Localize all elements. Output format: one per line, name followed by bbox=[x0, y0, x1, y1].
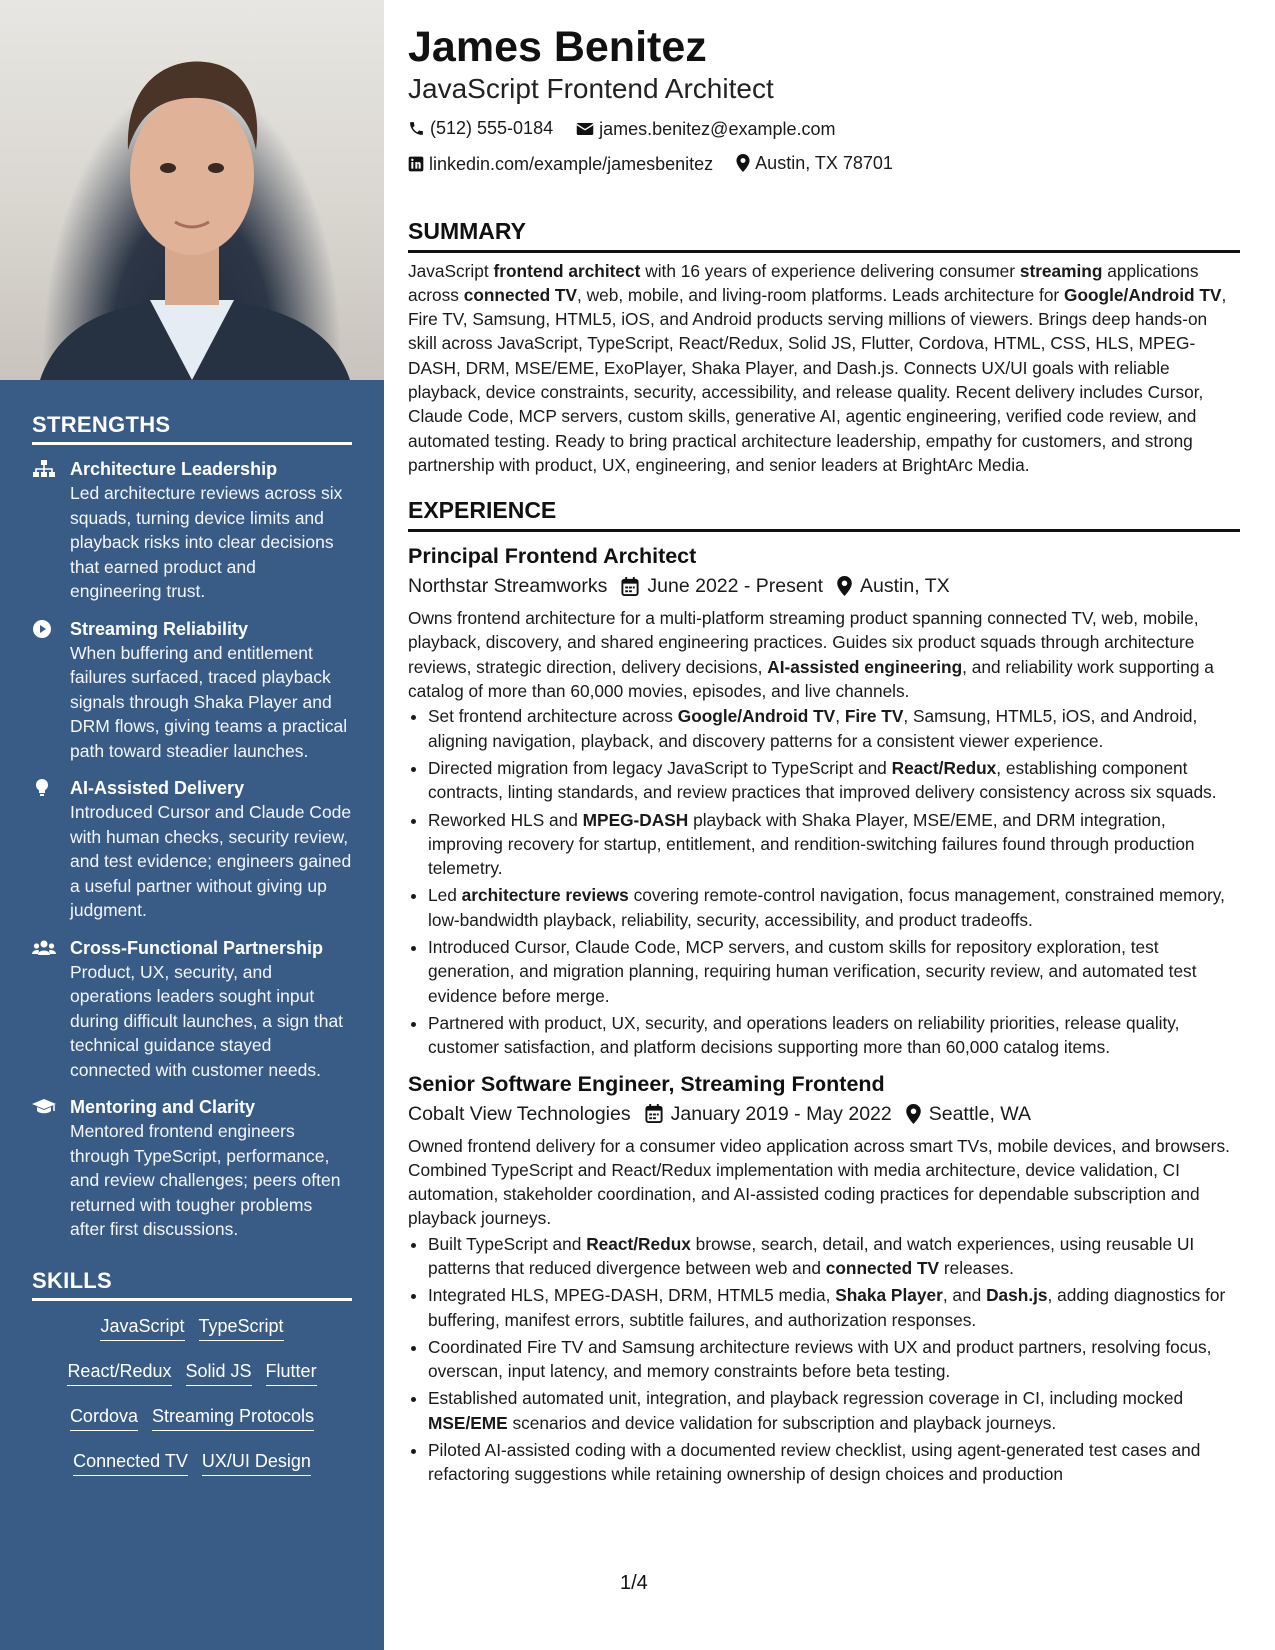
text-run: , web, mobile, and living-room platforms. Leads architecture for bbox=[577, 284, 1064, 305]
text-run: , and reliability work supporting a catalog of more than 60,000 movies, episodes, and live channels. bbox=[408, 656, 1214, 702]
strength-title: Mentoring and Clarity bbox=[70, 1097, 256, 1117]
text-run: JavaScript bbox=[408, 260, 494, 281]
job-meta bbox=[408, 1098, 1240, 1130]
job-dates: June 2022 - Present bbox=[647, 575, 824, 598]
list-item bbox=[428, 1232, 1240, 1281]
text-run: Led bbox=[428, 885, 462, 906]
text-run: Partnered with product, UX, security, and operations leaders on reliability priorities, release quality, customer satisfaction, and platform decisions supporting more than 60,000 catalog items. bbox=[428, 1012, 1180, 1058]
location-contact bbox=[736, 147, 893, 179]
job-location-group bbox=[906, 1098, 1031, 1130]
bold-text: MSE/EME bbox=[428, 1412, 508, 1433]
job-dates-group bbox=[621, 570, 823, 602]
list-item bbox=[428, 808, 1240, 881]
strength-item bbox=[32, 617, 352, 764]
strength-title: Streaming Reliability bbox=[70, 618, 249, 639]
job-location-group bbox=[837, 570, 950, 602]
job-title: Principal Frontend Architect bbox=[408, 544, 697, 569]
map-pin-icon bbox=[906, 1104, 921, 1124]
graduation-cap-icon bbox=[32, 1097, 56, 1117]
job-title: Senior Software Engineer, Streaming Frontend bbox=[408, 1071, 885, 1096]
job-intro bbox=[408, 1134, 1240, 1231]
strength-item bbox=[32, 936, 352, 1083]
strength-item bbox=[32, 457, 352, 604]
bold-text: architecture reviews bbox=[461, 885, 629, 906]
text-run: Directed migration from legacy JavaScript to TypeScript and bbox=[428, 757, 892, 778]
skill-tag: JavaScript bbox=[100, 1315, 184, 1341]
list-item bbox=[428, 756, 1240, 805]
strength-text: Product, UX, security, and operations leaders sought input during difficult launches, a sign that technical guidance stayed connected with customer needs. bbox=[70, 961, 344, 1080]
calendar-icon bbox=[645, 1104, 663, 1123]
bold-text: Google/Android TV bbox=[1064, 284, 1222, 305]
skill-tag: UX/UI Design bbox=[202, 1450, 311, 1476]
bold-text: MPEG-DASH bbox=[582, 809, 689, 830]
skill-tag: TypeScript bbox=[199, 1315, 284, 1341]
strength-item bbox=[32, 1095, 352, 1242]
bold-text: connected TV bbox=[825, 1258, 940, 1278]
phone-text: (512) 555-0184 bbox=[430, 118, 554, 138]
summary-text bbox=[408, 259, 1240, 478]
skill-tag: React/Redux bbox=[67, 1360, 171, 1386]
list-item bbox=[428, 1283, 1240, 1332]
calendar-icon bbox=[621, 577, 639, 596]
contact-line-1 bbox=[408, 112, 1240, 147]
bold-text: Fire TV bbox=[844, 706, 904, 727]
text-run: Owns frontend architecture for a multi-platform streaming product spanning connected TV, web, mobile, playback, discovery, and shared engineering practices. Guides six product squads through architecture reviews, strategic direction, delivery decisions, bbox=[408, 608, 1199, 677]
job-dates-group bbox=[645, 1098, 892, 1130]
job-bullets bbox=[408, 1232, 1240, 1487]
sidebar bbox=[0, 0, 384, 1650]
text-run: Integrated HLS, MPEG-DASH, DRM, HTML5 media, bbox=[428, 1285, 836, 1306]
text-run: , Samsung, HTML5, iOS, and Android, aligning navigation, playback, and discovery patterns for a consistent viewer experience. bbox=[428, 706, 1198, 751]
skill-tag: Flutter bbox=[266, 1360, 317, 1386]
email-text: james.benitez@example.com bbox=[599, 118, 836, 139]
text-run: , Fire TV, Samsung, HTML5, iOS, and Android products serving millions of viewers. Brings deep hands-on skill across JavaScript, TypeScript, React/Redux, Solid JS, Flutter, Cordova, HTML, CSS, HLS, MPEG-DASH, DRM, MSE/EME, ExoPlayer, Shaka Player, and Dash.js. Connects UX/UI goals with reliable playback, device constraints, security, accessibility, and release quality. Recent delivery includes Cursor, Claude Code, MCP servers, custom skills, generative AI, agentic engineering, verified code review, and automated testing. Ready to bring practical architecture leadership, empathy for customers, and strong partnership with product, UX, engineering, and senior leaders at BrightArc Media. bbox=[408, 284, 1227, 475]
text-run: Built TypeScript and bbox=[428, 1233, 587, 1254]
experience-heading: EXPERIENCE bbox=[408, 497, 1240, 532]
envelope-icon bbox=[576, 121, 594, 137]
strengths-heading: STRENGTHS bbox=[32, 412, 352, 445]
text-run: Owned frontend delivery for a consumer video application across smart TVs, mobile devices, and browsers. Combined TypeScript and React/Redux implementation with media architecture, device validation, CI automation, stakeholder coordination, and AI-assisted coding practices for dependable subscription and playback journeys. bbox=[408, 1135, 1230, 1229]
text-run: Set frontend architecture across bbox=[428, 706, 678, 727]
job-meta bbox=[408, 570, 1240, 602]
job-intro bbox=[408, 606, 1240, 703]
map-pin-icon bbox=[736, 154, 750, 172]
skill-row bbox=[32, 1450, 352, 1481]
list-item bbox=[428, 1438, 1240, 1487]
bold-text: React/Redux bbox=[891, 757, 997, 778]
profile-photo bbox=[0, 0, 384, 380]
list-item bbox=[428, 935, 1240, 1008]
bold-text: AI-assisted engineering bbox=[767, 656, 963, 677]
job-dates: January 2019 - May 2022 bbox=[670, 1102, 892, 1125]
bold-text: streaming bbox=[1019, 260, 1103, 281]
text-run: Introduced Cursor, Claude Code, MCP servers, and custom skills for repository exploration, test generation, and migration planning, requiring human verification, security review, and automated test evidence before merge. bbox=[428, 937, 1197, 1006]
bold-text: connected TV bbox=[463, 284, 578, 305]
text-run: releases. bbox=[939, 1258, 1014, 1278]
users-icon bbox=[32, 938, 56, 958]
text-run: , and bbox=[942, 1285, 987, 1306]
text-run: Established automated unit, integration, and playback regression coverage in CI, including mocked bbox=[428, 1388, 1184, 1409]
org-chart-icon bbox=[32, 459, 56, 479]
text-run: Reworked HLS and bbox=[428, 809, 583, 830]
skill-row bbox=[32, 1405, 352, 1436]
linkedin-text: linkedin.com/example/jamesbenitez bbox=[429, 153, 714, 174]
summary-heading: SUMMARY bbox=[408, 218, 1240, 253]
email-contact[interactable] bbox=[576, 113, 835, 145]
text-run: , bbox=[835, 706, 845, 727]
list-item bbox=[428, 1386, 1240, 1435]
skill-tag: Cordova bbox=[70, 1405, 138, 1431]
text-run: Coordinated Fire TV and Samsung architecture reviews with UX and product partners, resolving focus, overscan, input latency, and memory constraints before beta testing. bbox=[428, 1336, 1212, 1382]
play-circle-icon bbox=[32, 619, 56, 639]
skill-tag: Solid JS bbox=[186, 1360, 252, 1386]
text-run: scenarios and device validation for subscription and playback journeys. bbox=[507, 1412, 1057, 1433]
skills-heading: SKILLS bbox=[32, 1268, 352, 1301]
text-run: with 16 years of experience delivering consumer bbox=[640, 260, 1020, 281]
list-item bbox=[428, 704, 1240, 753]
text-run: , establishing component contracts, linting standards, and review practices that improved delivery consistency across six squads. bbox=[428, 757, 1217, 803]
job-company: Cobalt View Technologies bbox=[408, 1102, 631, 1125]
bold-text: Google/Android TV bbox=[677, 706, 836, 727]
strength-text: Led architecture reviews across six squads, turning device limits and playback risks into clear decisions that earned product and engineering trust. bbox=[70, 483, 343, 601]
list-item bbox=[428, 883, 1240, 932]
main-content bbox=[408, 22, 1240, 1490]
job-location: Austin, TX bbox=[860, 575, 950, 598]
strength-item bbox=[32, 776, 352, 923]
contact-line-2 bbox=[408, 147, 1240, 182]
candidate-role: JavaScript Frontend Architect bbox=[408, 73, 774, 104]
text-run: covering remote-control navigation, focus management, constrained memory, low-bandwidth playback, reliability, security, accessibility, and product tradeoffs. bbox=[428, 885, 1225, 930]
phone-icon bbox=[408, 120, 425, 137]
bold-text: frontend architect bbox=[493, 260, 641, 281]
candidate-name: James Benitez bbox=[408, 23, 707, 71]
page-number: 1/4 bbox=[620, 1572, 648, 1594]
bold-text: React/Redux bbox=[586, 1233, 691, 1254]
job-bullets bbox=[408, 704, 1240, 1059]
text-run: playback with Shaka Player, MSE/EME, and DRM integration, improving recovery for startup, entitlement, and rendition-switching failures found through production telemetry. bbox=[428, 809, 1195, 879]
strength-title: Cross-Functional Partnership bbox=[70, 937, 324, 958]
strength-text: Mentored frontend engineers through TypeScript, performance, and review challenges; peers often returned with tougher problems after first discussions. bbox=[70, 1121, 341, 1239]
skill-tag: Streaming Protocols bbox=[152, 1405, 314, 1431]
strength-text: Introduced Cursor and Claude Code with human checks, security review, and test evidence; engineers gained a useful partner without giving up judgment. bbox=[70, 802, 352, 920]
skill-row bbox=[32, 1315, 352, 1346]
strength-text: When buffering and entitlement failures surfaced, traced playback signals through Shaka Player and DRM flows, giving teams a practical path toward steadier launches. bbox=[70, 642, 348, 761]
bold-text: Dash.js bbox=[986, 1285, 1048, 1306]
skill-tag: Connected TV bbox=[73, 1450, 188, 1476]
linkedin-icon bbox=[408, 156, 424, 172]
strength-title: AI-Assisted Delivery bbox=[70, 778, 245, 798]
linkedin-contact[interactable] bbox=[408, 148, 713, 180]
bold-text: Shaka Player bbox=[835, 1285, 943, 1306]
sidebar-content bbox=[32, 412, 352, 1481]
skill-row bbox=[32, 1360, 352, 1391]
text-run: browse, search, detail, and watch experiences, using reusable UI patterns that reduced divergence between web and bbox=[428, 1233, 1195, 1278]
job-location: Seattle, WA bbox=[928, 1102, 1031, 1125]
text-run: Piloted AI-assisted coding with a documented review checklist, using agent-generated test cases and refactoring suggestions while retaining ownership of design choices and production bbox=[428, 1440, 1201, 1485]
map-pin-icon bbox=[837, 576, 852, 596]
list-item bbox=[428, 1335, 1240, 1384]
job-entry bbox=[408, 1070, 1240, 1487]
job-entry bbox=[408, 542, 1240, 1059]
text-run: applications across bbox=[408, 260, 1199, 305]
strength-title: Architecture Leadership bbox=[70, 459, 278, 479]
lightbulb-icon bbox=[32, 778, 56, 798]
portrait-illustration bbox=[0, 0, 384, 380]
phone-contact bbox=[408, 112, 553, 144]
job-company: Northstar Streamworks bbox=[408, 575, 608, 598]
list-item bbox=[428, 1011, 1240, 1060]
location-text: Austin, TX 78701 bbox=[755, 152, 893, 173]
text-run: , adding diagnostics for buffering, manifest errors, subtitle failures, and authorization responses. bbox=[428, 1285, 1226, 1330]
